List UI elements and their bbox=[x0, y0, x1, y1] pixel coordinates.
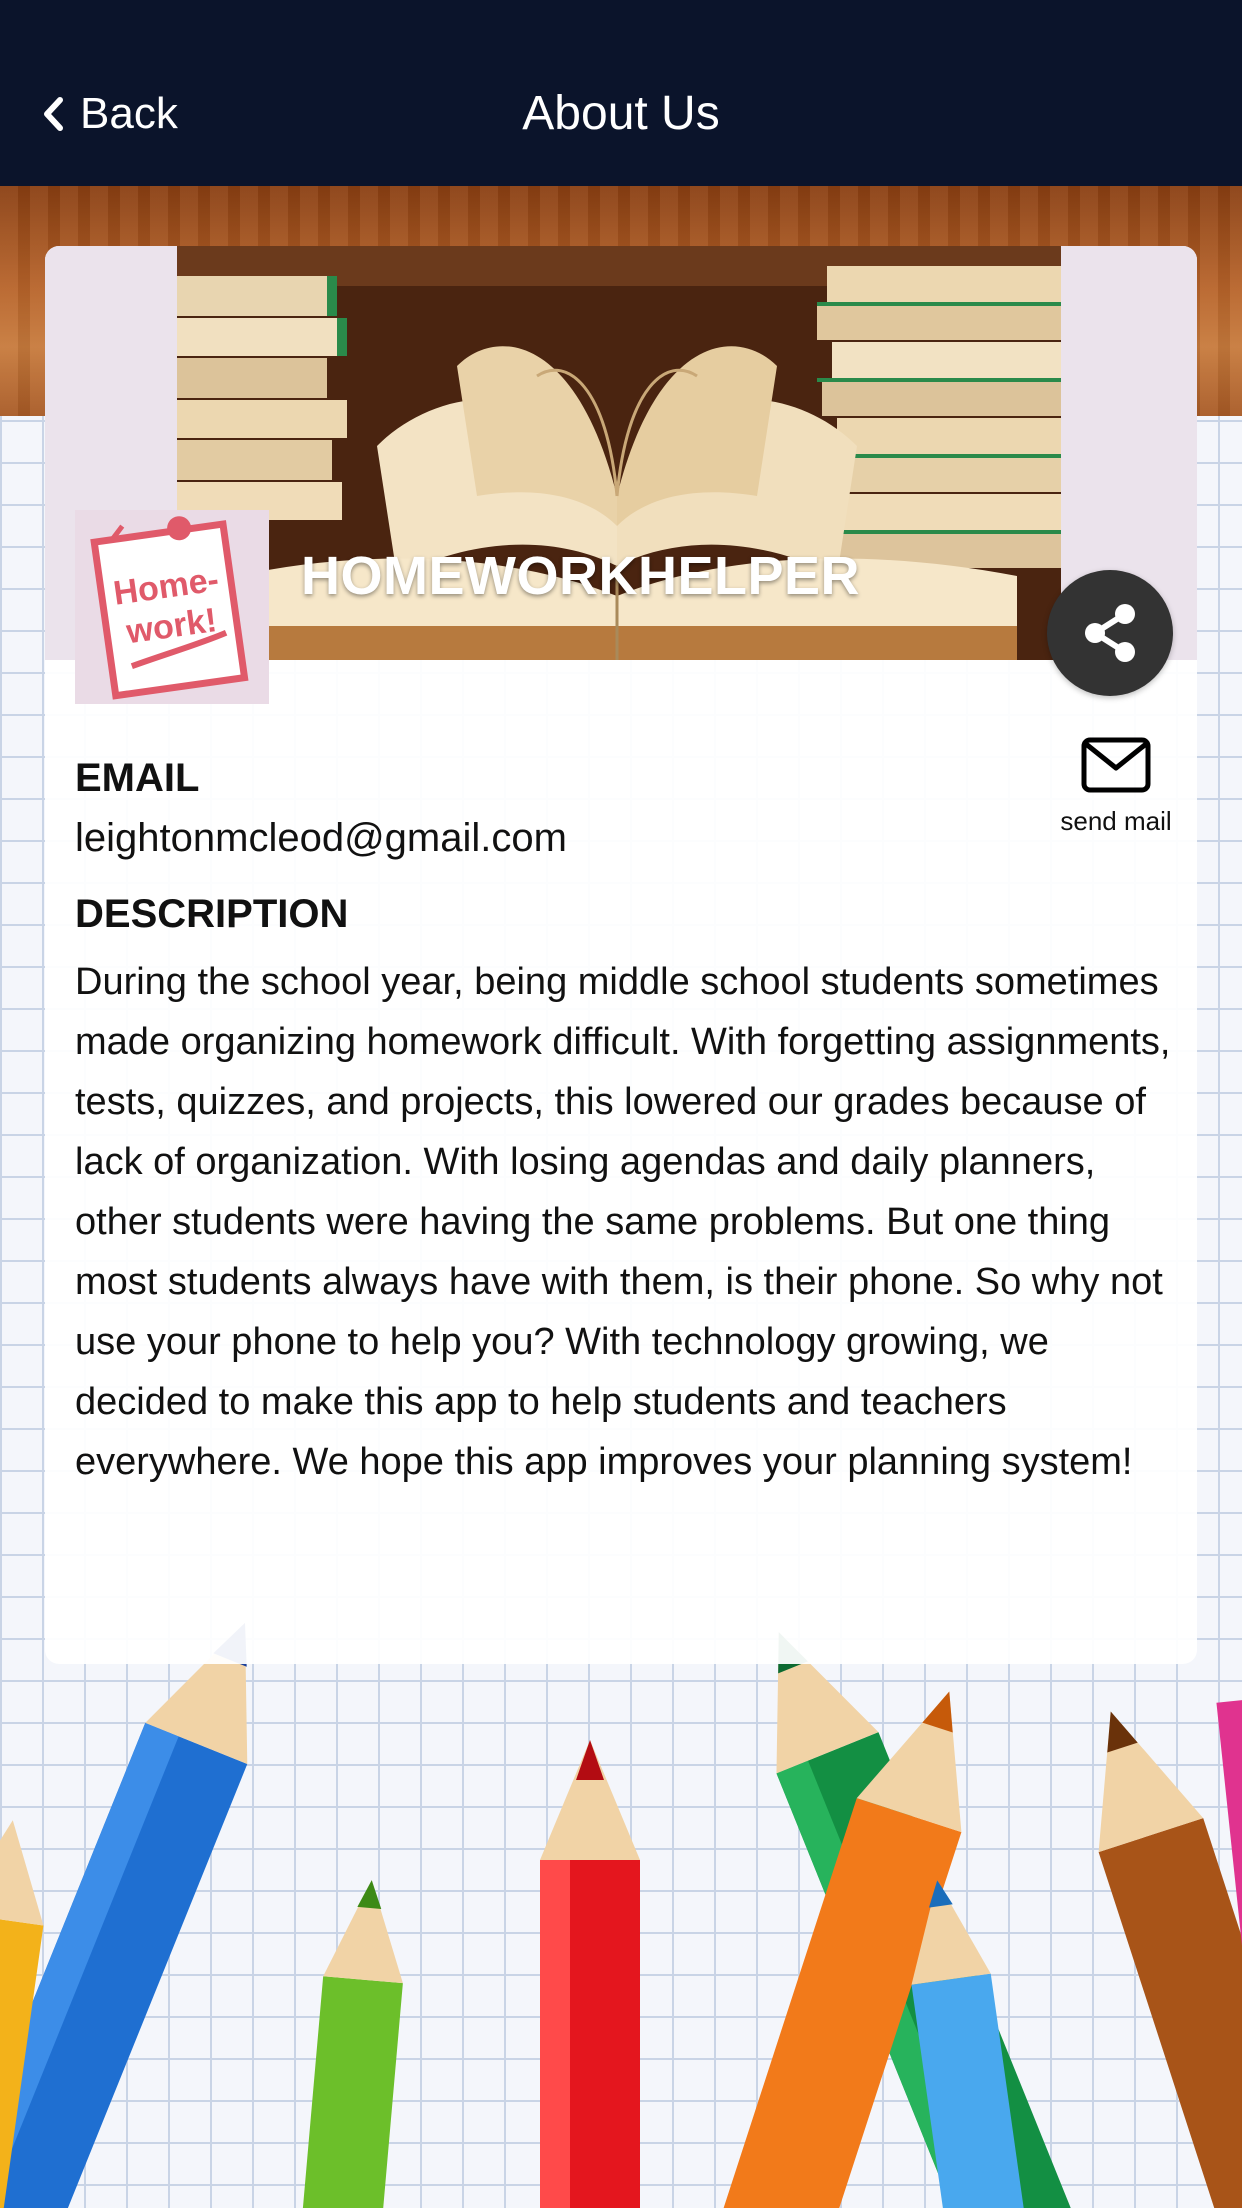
send-mail-label: send mail bbox=[1060, 806, 1172, 836]
email-heading: EMAIL bbox=[75, 756, 200, 800]
envelope-icon bbox=[1080, 736, 1152, 794]
send-mail-button[interactable] bbox=[1051, 736, 1181, 846]
back-label: Back bbox=[80, 89, 178, 138]
svg-text:work!: work! bbox=[124, 601, 220, 652]
page-title: About Us bbox=[522, 87, 720, 140]
description-heading: DESCRIPTION bbox=[75, 892, 349, 936]
nav-header bbox=[0, 0, 1242, 186]
pencils-illustration bbox=[0, 1600, 1242, 2208]
svg-text:Home-: Home- bbox=[111, 560, 222, 613]
share-button[interactable] bbox=[1047, 570, 1173, 696]
share-icon bbox=[1077, 600, 1143, 666]
email-value[interactable]: leightonmcleod@gmail.com bbox=[75, 816, 567, 860]
app-logo bbox=[75, 510, 269, 704]
description-text: During the school year, being middle school students sometimes made organizing homework difficult. With forgetting assignments, tests, quizzes, and projects, this lowered our grades because of lack of organization. With losing agendas and daily planners, other students were having the same problems. But one thing most students always have with them, is their phone. So why not use your phone to help you? With technology growing, we decided to make this app to help students and teachers everywhere. We hope this app improves your planning system! bbox=[75, 961, 1171, 1483]
app-name: HOMEWORKHELPER bbox=[301, 546, 860, 606]
homework-note-icon bbox=[82, 512, 262, 702]
about-card bbox=[45, 246, 1197, 1664]
